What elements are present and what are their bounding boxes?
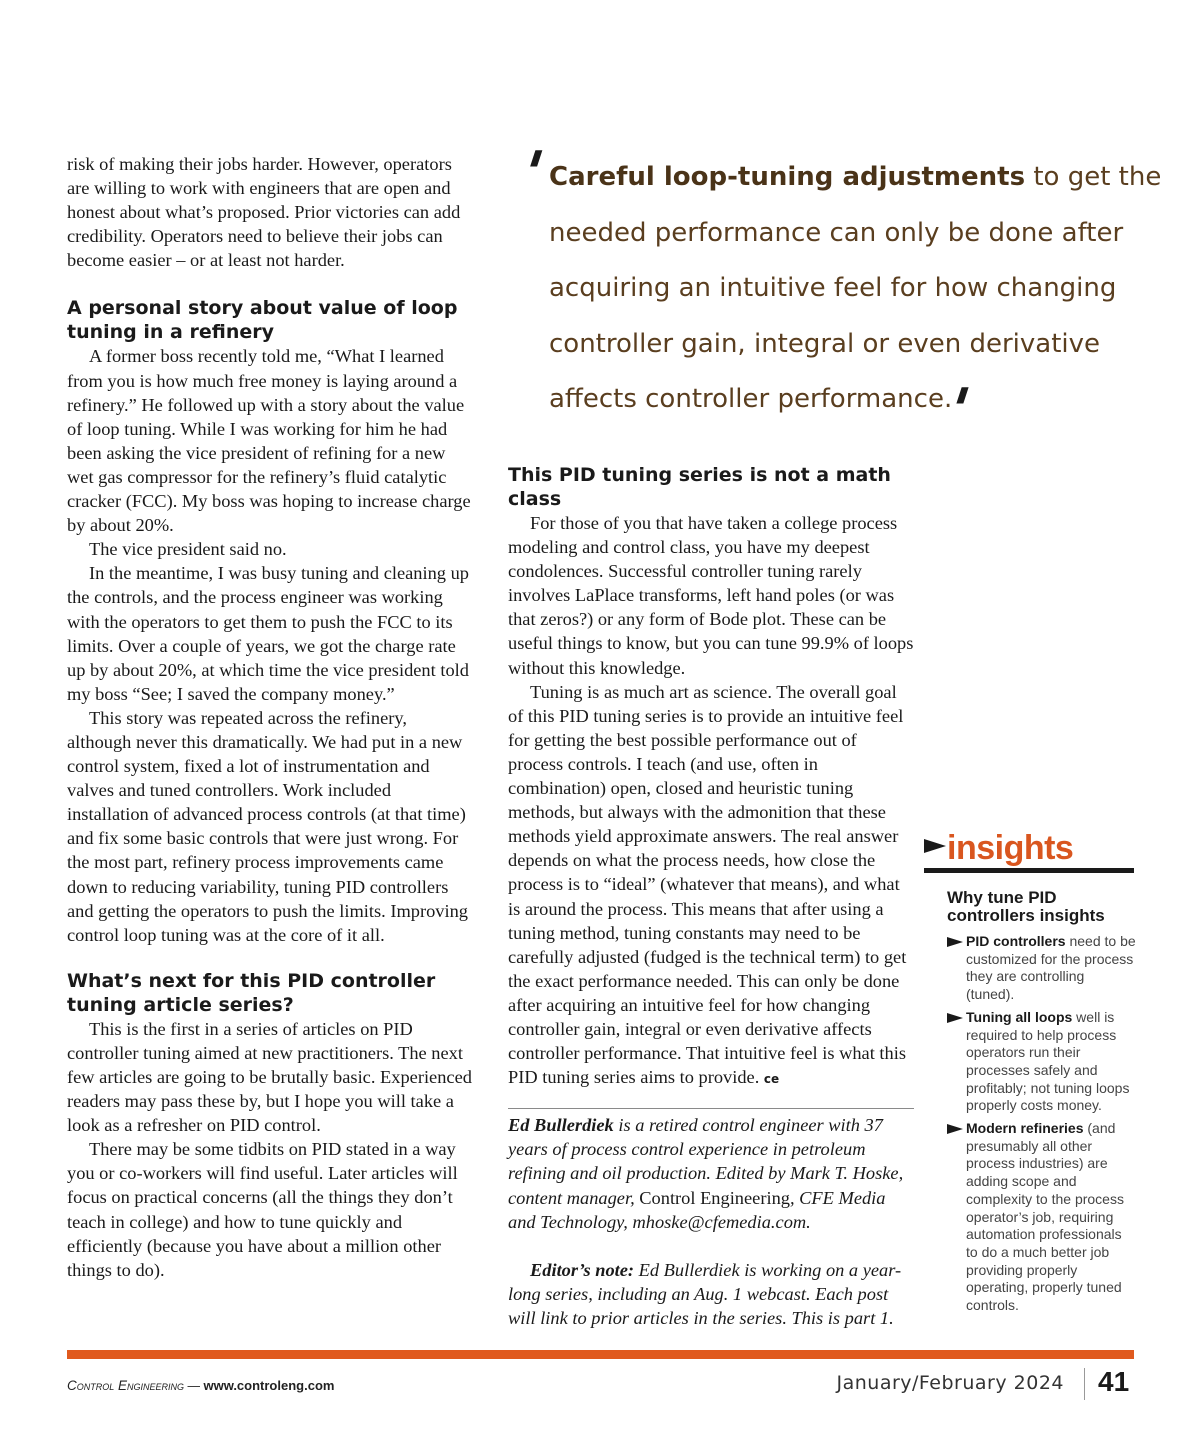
editors-note-label: Editor’s note: [530,1259,635,1280]
pull-quote-rest: to get the needed performance can only be done after acquiring an intuitive feel for how changing controller gain, integral or even derivative affects controller performance. [549,162,1162,414]
body-paragraph-text: Tuning is as much art as science. The overall goal of this PID tuning series is to provide an intuitive feel for getting the best possible performance out of process controls. I teach (and use, often in combination) open, closed and heuristic tuning methods, but always with the admonition that these methods yield approximate answers. The real answer depends on what the process needs, how close the process is to “ideal” (whatever that means), and what is around the process. This means that after using a tuning method, tuning constants may need to be carefully adjusted (fudged is the technical term) to get the exact performance needed. This can only be done after acquiring an intuitive feel for how changing controller gain, integral or even derivative affects controller performance. That intuitive feel is what this PID tuning series aims to provide. [508,681,907,1088]
insights-item-text: need to be customized for the process they are controlling (tuned). [966,933,1136,1003]
footer-separator: — [184,1379,204,1393]
insights-title [924,828,1136,868]
close-quote-mark-icon: ' [937,376,979,446]
arrow-bullet-icon [947,1124,963,1134]
editors-note [508,1258,916,1330]
left-column [67,152,475,1282]
insights-title-text: insights [947,829,1074,867]
author-bio-text-2: , CFE Media and Technology, mhoske@cfemedia.com. [508,1187,886,1232]
body-paragraph: There may be some tidbits on PID stated in a way you or co-workers will find useful. Later articles will focus on practical concerns (all the things they don’t teach in college) and how to tune quickly and efficiently (because you have about a million other things to do). [67,1139,458,1280]
insights-arrow-icon [924,839,946,853]
middle-column [508,463,916,1330]
body-paragraph: For those of you that have taken a college process modeling and control class, you have my deepest condolences. Successful controller tuning rarely involves LaPlace transforms, left hand poles (or was that zeros?) or any form of Bode plot. These can be useful things to know, but you can tune 99.9% of loops without this knowledge. [508,513,914,678]
page-number: 41 [1098,1366,1130,1397]
body-paragraph [508,680,916,1092]
author-bio-text: is a retired control engineer with 37 years of process control experience in petroleum refining and oil production. Edited by Mark T. Hoske, content manager, [508,1115,904,1208]
editors-note-text: Ed Bullerdiek is working on a year-long series, including an Aug. 1 webcast. Each post will link to prior articles in the series. This is part 1. [508,1259,902,1328]
open-quote-mark-icon: ' [510,139,552,209]
insights-underline [924,868,1134,873]
footer-divider [1084,1368,1085,1400]
section-heading-whats-next: What’s next for this PID controller tuning article series? [67,969,436,1016]
footer-accent-bar [67,1350,1134,1359]
insights-item [966,1009,1136,1115]
magazine-url: www.controleng.com [203,1378,335,1393]
arrow-bullet-icon [947,937,963,947]
bio-divider [508,1108,914,1109]
body-paragraph: This story was repeated across the refinery, although never this dramatically. We had put in a new control system, fixed a lot of instrumentation and valves and tuned controllers. Work included installation of advanced process controls (at that time) and fix some basic controls that were just wrong. For the most part, refinery process improvements came down to reducing variability, tuning PID controllers and getting the operators to push the limits. Improving control loop tuning was at the core of it all. [67,707,468,945]
author-name: Ed Bullerdiek [508,1115,614,1136]
end-mark-logo: ce [763,1072,780,1087]
pull-quote-emphasis: Careful loop-tuning adjustments [549,162,1026,192]
author-bio [508,1113,916,1233]
insights-item-text: well is required to help process operators run their processes safely and profitably; not tuning loops properly costs money. [966,1008,1130,1114]
insights-subtitle: Why tune PID controllers insights [947,888,1105,925]
publication-name: Control Engineering [639,1187,790,1208]
body-paragraph: The vice president said no. [89,539,287,560]
section-heading-personal-story: A personal story about value of loop tuning in a refinery [67,297,458,344]
magazine-name: Control Engineering [67,1378,185,1393]
body-paragraph: A former boss recently told me, “What I learned from you is how much free money is laying around a refinery.” He followed up with a story about the value of loop tuning. While I was working for him he had been asking the vice president of refining for a new wet gas compressor for the refinery’s fluid catalytic cracker (FCC). My boss was hoping to increase charge by about 20%. [67,346,471,536]
arrow-bullet-icon [947,1013,963,1023]
insights-item-text: (and presumably all other process industries) are adding scope and complexity to the process operator’s job, requiring automation professionals to do a much better job providing properly operating, properly tuned controls. [966,1120,1124,1314]
issue-date: January/February 2024 [836,1372,1064,1394]
pull-quote-text [520,150,1170,446]
intro-paragraph: risk of making their jobs harder. However, operators are willing to work with engineers that are open and honest about what’s proposed. Prior victories can add credibility. Operators need to believe their jobs can become easier – or at least not harder. [67,154,461,271]
insights-item-bold: PID controllers [966,933,1066,949]
insights-item [966,933,1136,1004]
insights-item-bold: Tuning all loops [966,1008,1073,1025]
pull-quote [510,139,1170,446]
insights-item-bold: Modern refineries [966,1120,1084,1137]
section-heading-not-math-class: This PID tuning series is not a math class [508,464,891,510]
footer-masthead [67,1378,334,1393]
body-paragraph: This is the first in a series of articles on PID controller tuning aimed at new practitioners. The next few articles are going to be brutally basic. Experienced readers may pass these by, but I hope you will take a look as a refresher on PID control. [67,1018,472,1136]
body-paragraph: In the meantime, I was busy tuning and cleaning up the controls, and the process engineer was working with the operators to get them to push the FCC to its limits. Over a couple of years, we got the charge rate up by about 20%, at which time the vice president told my boss “See; I saved the company money.” [67,563,469,704]
insights-sidebar [924,828,1136,1320]
insights-item [966,1120,1136,1315]
